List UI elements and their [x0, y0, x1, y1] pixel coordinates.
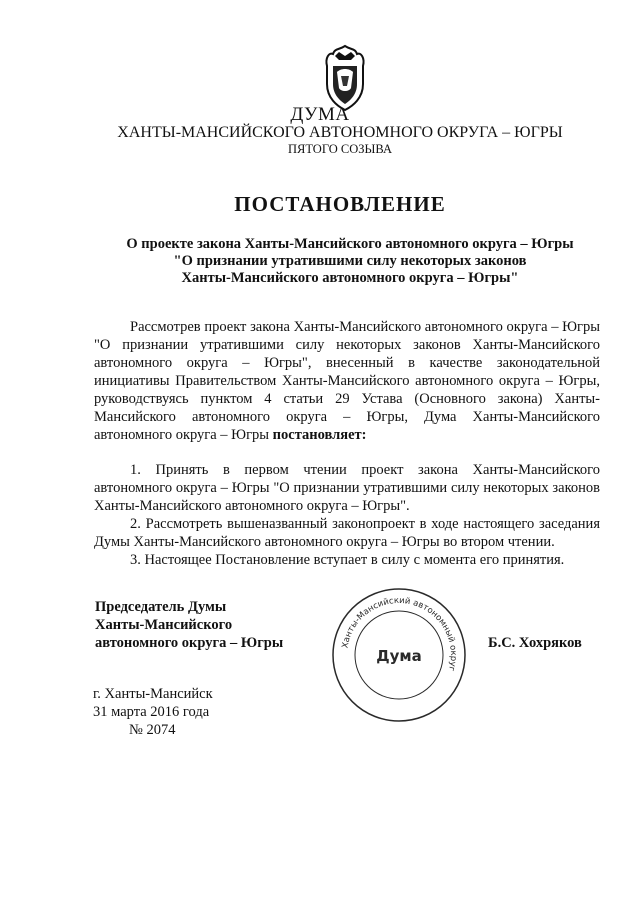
document-number: № 2074 — [129, 722, 176, 738]
decision-item: 2. Рассмотреть вышеназванный законопроект в ходе настоящего заседания Думы Ханты-Мансийского автономного округа – Югры во втором чтении. — [94, 516, 600, 550]
signatory-name: Б.С. Хохряков — [488, 635, 582, 651]
decision-word: постановляет: — [272, 427, 367, 443]
document-type: ПОСТАНОВЛЕНИЕ — [234, 192, 446, 216]
okrug-name: ХАНТЫ-МАНСИЙСКОГО АВТОНОМНОГО ОКРУГА – ЮГРЫ — [117, 124, 563, 141]
date: 31 марта 2016 года — [93, 704, 210, 720]
subject-line: "О признании утратившими силу некоторых законов — [173, 253, 527, 269]
preamble — [94, 318, 600, 444]
body-name: ДУМА — [290, 104, 350, 125]
official-stamp — [329, 585, 469, 725]
stamp-center-text: Дума — [376, 647, 422, 665]
stamp-ring-text: Ханты-Мансийский автономный округ — [340, 595, 459, 673]
subject-line: О проекте закона Ханты-Мансийского автономного округа – Югры — [126, 236, 574, 252]
coat-of-arms-icon — [321, 44, 369, 112]
subject-line: Ханты-Мансийского автономного округа – Югры" — [181, 270, 519, 286]
city: г. Ханты-Мансийск — [93, 686, 213, 702]
signatory-position: Председатель Думы Ханты-Мансийского автономного округа – Югры — [95, 599, 284, 651]
decision-item: 1. Принять в первом чтении проект закона Ханты-Мансийского автономного округа – Югры "О признании утратившими силу некоторых законов Ханты-Мансийского автономного округа – Югры". — [94, 462, 600, 514]
decision-item: 3. Настоящее Постановление вступает в силу с момента его принятия. — [130, 552, 565, 568]
document-subject — [60, 236, 640, 287]
convocation: ПЯТОГО СОЗЫВА — [287, 142, 393, 156]
preamble-text: Рассмотрев проект закона Ханты-Мансийского автономного округа – Югры "О признании утратившими силу некоторых законов Ханты-Мансийского автономного округа – Югры", внесенный в качестве законодательной инициативы Правительством Ханты-Мансийского автономного округа – Югры, руководствуясь пунктом 4 статьи 29 Устава (Основного закона) Ханты-Мансийского автономного округа – Югры, Дума Ханты-Мансийского автономного округа – Югры — [94, 319, 600, 443]
document-footer — [93, 685, 213, 739]
